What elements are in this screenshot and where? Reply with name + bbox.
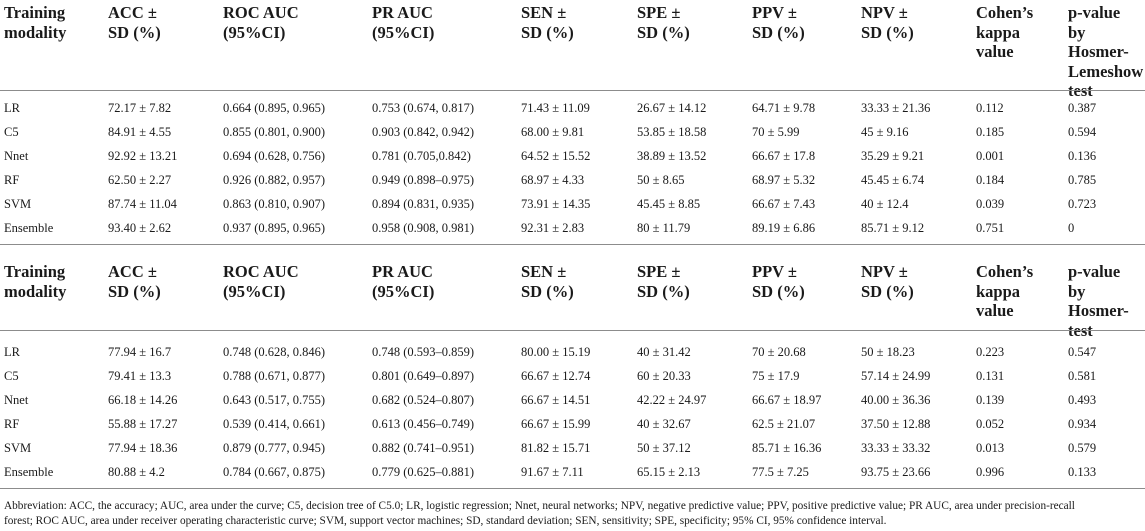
table1-row5-cell: 0.863 (0.810, 0.907) [223,197,326,211]
table2-row5-cell: 85.71 ± 16.36 [752,441,822,455]
table1-row1-cell: 0.664 (0.895, 0.965) [223,101,326,115]
table-row [0,144,1145,168]
table1-row3-cell: 66.67 ± 17.8 [752,149,816,163]
table2-header-ppv: PPV ± SD (%) [752,262,805,301]
table2-row1-cell: 40 ± 31.42 [637,345,691,359]
table2-row1-cell: 70 ± 20.68 [752,345,806,359]
table1-row4-cell: RF [4,173,20,187]
table1-row1-cell: 0.753 (0.674, 0.817) [372,101,475,115]
table2-header-roc-auc: ROC AUC (95%CI) [223,262,299,301]
table1-row5-cell: 0.894 (0.831, 0.935) [372,197,475,211]
table1-row2-cell: 0.594 [1068,125,1097,139]
table2-header-sen: SEN ± SD (%) [521,262,574,301]
table2-header-acc: ACC ± SD (%) [108,262,161,301]
table-row [0,96,1145,120]
footnote-line-2: forest; ROC AUC, area under receiver operating characteristic curve; SVM, support vector machines; SD, standard deviation; SEN, sensitivity; SPE, specificity; 95% CI, 95% confidence interval. [4,515,887,527]
table2-row4-cell: 0.934 [1068,417,1097,431]
table2-row6-cell: 93.75 ± 23.66 [861,465,931,479]
table1-row5-cell: 73.91 ± 14.35 [521,197,591,211]
table1-row4-cell: 0.926 (0.882, 0.957) [223,173,326,187]
table2-row1-cell: 0.748 (0.628, 0.846) [223,345,326,359]
table1-row4-cell: 45.45 ± 6.74 [861,173,925,187]
table2-row3-cell: 0.643 (0.517, 0.755) [223,393,326,407]
table1-row4-cell: 68.97 ± 5.32 [752,173,816,187]
table2-row2-cell: 66.67 ± 12.74 [521,369,591,383]
table2-bottom-rule [0,488,1145,489]
table2-row4-cell: RF [4,417,20,431]
table1-row2-cell: 0.903 (0.842, 0.942) [372,125,475,139]
table2-row4-cell: 66.67 ± 15.99 [521,417,591,431]
table1-row3-cell: 92.92 ± 13.21 [108,149,178,163]
table1-row1-cell: 0.112 [976,101,1004,115]
table-row [0,388,1145,412]
table1-header-spe: SPE ± SD (%) [637,3,690,42]
table1-header-row [0,3,1145,103]
table2-row4-cell: 62.5 ± 21.07 [752,417,816,431]
table2-row5-cell: 33.33 ± 33.32 [861,441,931,455]
table2-row5-cell: SVM [4,441,32,455]
table1-row6-cell: 92.31 ± 2.83 [521,221,585,235]
table1-row5-cell: 87.74 ± 11.04 [108,197,177,211]
table1-row2-cell: 53.85 ± 18.58 [637,125,707,139]
table1-header-kappa: Cohen’s kappa value [976,3,1034,61]
table-row [0,216,1145,240]
table-row [0,168,1145,192]
table2-row1-cell: 80.00 ± 15.19 [521,345,591,359]
table-row [0,436,1145,460]
table2-row5-cell: 77.94 ± 18.36 [108,441,178,455]
table1-row6-cell: 0.958 (0.908, 0.981) [372,221,475,235]
table2-row2-cell: 0.788 (0.671, 0.877) [223,369,326,383]
table-row [0,460,1145,484]
table1-row6-cell: 80 ± 11.79 [637,221,691,235]
table2-row2-cell: 75 ± 17.9 [752,369,800,383]
table2-header-rule [0,330,1145,331]
table1-row3-cell: 64.52 ± 15.52 [521,149,591,163]
table1-header-acc: ACC ± SD (%) [108,3,161,42]
table2-row4-cell: 0.539 (0.414, 0.661) [223,417,326,431]
table2-row1-cell: LR [4,345,20,359]
table2-row3-cell: 66.67 ± 18.97 [752,393,822,407]
table1-row6-cell: 0.751 [976,221,1005,235]
table1-row1-cell: 0.387 [1068,101,1097,115]
table1-row1-cell: 33.33 ± 21.36 [861,101,931,115]
table1-row2-cell: 0.855 (0.801, 0.900) [223,125,326,139]
table1-row5-cell: 0.723 [1068,197,1097,211]
table1-row6-cell: 85.71 ± 9.12 [861,221,925,235]
table2-header-spe: SPE ± SD (%) [637,262,690,301]
table2-row6-cell: Ensemble [4,465,54,479]
table1-row3-cell: 35.29 ± 9.21 [861,149,925,163]
table2-row5-cell: 81.82 ± 15.71 [521,441,591,455]
table1-row2-cell: 45 ± 9.16 [861,125,909,139]
table2-row3-cell: 0.139 [976,393,1005,407]
table1-row5-cell: 45.45 ± 8.85 [637,197,701,211]
table1-header-roc-auc: ROC AUC (95%CI) [223,3,299,42]
table2-row3-cell: 0.493 [1068,393,1097,407]
table1-row6-cell: 93.40 ± 2.62 [108,221,172,235]
table1-row4-cell: 0.184 [976,173,1005,187]
table2-row6-cell: 0.996 [976,465,1005,479]
table2-row5-cell: 0.579 [1068,441,1097,455]
table1-row1-cell: 72.17 ± 7.82 [108,101,172,115]
table1-row4-cell: 0.949 (0.898–0.975) [372,173,475,187]
table2-row3-cell: 40.00 ± 36.36 [861,393,931,407]
table1-row5-cell: 66.67 ± 7.43 [752,197,816,211]
table1-row6-cell: 0.937 (0.895, 0.965) [223,221,326,235]
table-row [0,192,1145,216]
table1-header-npv: NPV ± SD (%) [861,3,914,42]
table1-row5-cell: SVM [4,197,32,211]
table2-row1-cell: 0.748 (0.593–0.859) [372,345,475,359]
table1-row3-cell: 38.89 ± 13.52 [637,149,707,163]
table2-row2-cell: 0.801 (0.649–0.897) [372,369,475,383]
table-row [0,412,1145,436]
table2-row3-cell: 66.18 ± 14.26 [108,393,178,407]
table1-row3-cell: Nnet [4,149,29,163]
footnote-line-1: Abbreviation: ACC, the accuracy; AUC, area under the curve; C5, decision tree of C5.0; LR, logistic regression; Nnet, neural networks; NPV, negative predictive value; PPV, positive predictive value; PR AUC, area under precision-recall [4,500,1075,512]
table1-row5-cell: 0.039 [976,197,1005,211]
table2-header-pr-auc: PR AUC (95%CI) [372,262,435,301]
table2-row4-cell: 0.052 [976,417,1005,431]
table1-row1-cell: LR [4,101,20,115]
table2-row4-cell: 55.88 ± 17.27 [108,417,178,431]
table1-row6-cell: 89.19 ± 6.86 [752,221,816,235]
table1-row2-cell: 0.185 [976,125,1005,139]
table2-row5-cell: 0.882 (0.741–0.951) [372,441,475,455]
table1-row4-cell: 50 ± 8.65 [637,173,685,187]
table2-row5-cell: 0.879 (0.777, 0.945) [223,441,326,455]
table2-row3-cell: 42.22 ± 24.97 [637,393,707,407]
table1-row2-cell: 68.00 ± 9.81 [521,125,585,139]
table1-row3-cell: 0.136 [1068,149,1097,163]
abbreviation-footnote [4,499,1139,529]
table2-row6-cell: 77.5 ± 7.25 [752,465,809,479]
table1-row3-cell: 0.001 [976,149,1005,163]
table1-row2-cell: C5 [4,125,19,139]
table-row [0,364,1145,388]
table1-header-p-value: p-value by Hosmer- Lemeshow test [1068,3,1144,100]
table1-header-sen: SEN ± SD (%) [521,3,574,42]
table1-row3-cell: 0.781 (0.705,0.842) [372,149,471,163]
table2-row6-cell: 65.15 ± 2.13 [637,465,701,479]
table1-row2-cell: 84.91 ± 4.55 [108,125,172,139]
table2-row6-cell: 0.133 [1068,465,1097,479]
table2-header-npv: NPV ± SD (%) [861,262,914,301]
table1-row1-cell: 64.71 ± 9.78 [752,101,816,115]
table2-row1-cell: 0.223 [976,345,1005,359]
table2-header-p-value: p-value by Hosmer- test [1068,262,1129,340]
table2-row1-cell: 77.94 ± 16.7 [108,345,172,359]
table2-row2-cell: 79.41 ± 13.3 [108,369,172,383]
table1-header-rule [0,90,1145,91]
table1-row4-cell: 0.785 [1068,173,1097,187]
table-row [0,120,1145,144]
table2-row6-cell: 91.67 ± 7.11 [521,465,584,479]
table1-bottom-rule [0,244,1145,245]
table2-row4-cell: 40 ± 32.67 [637,417,691,431]
table1-header-ppv: PPV ± SD (%) [752,3,805,42]
table2-row1-cell: 0.547 [1068,345,1097,359]
table2-row2-cell: C5 [4,369,19,383]
table1-row5-cell: 40 ± 12.4 [861,197,909,211]
table2-row3-cell: 0.682 (0.524–0.807) [372,393,475,407]
table2-header-kappa: Cohen’s kappa value [976,262,1034,320]
table2-row5-cell: 0.013 [976,441,1005,455]
table2-row6-cell: 0.784 (0.667, 0.875) [223,465,326,479]
table1-header-pr-auc: PR AUC (95%CI) [372,3,435,42]
table1-row6-cell: 0 [1068,221,1075,235]
table2-row2-cell: 60 ± 20.33 [637,369,691,383]
table2-row3-cell: 66.67 ± 14.51 [521,393,591,407]
table1-row2-cell: 70 ± 5.99 [752,125,800,139]
table2-row6-cell: 80.88 ± 4.2 [108,465,165,479]
table2-row6-cell: 0.779 (0.625–0.881) [372,465,475,479]
table-row [0,340,1145,364]
table2-row2-cell: 0.131 [976,369,1005,383]
table1-header-training-modality: Training modality [4,3,67,42]
table1-row1-cell: 26.67 ± 14.12 [637,101,707,115]
table1-row4-cell: 68.97 ± 4.33 [521,173,585,187]
table1-row1-cell: 71.43 ± 11.09 [521,101,590,115]
table2-row1-cell: 50 ± 18.23 [861,345,915,359]
table1-row3-cell: 0.694 (0.628, 0.756) [223,149,326,163]
table2-row5-cell: 50 ± 37.12 [637,441,691,455]
table2-row4-cell: 37.50 ± 12.88 [861,417,931,431]
table2-row2-cell: 0.581 [1068,369,1097,383]
table2-row4-cell: 0.613 (0.456–0.749) [372,417,475,431]
table1-row6-cell: Ensemble [4,221,54,235]
table1-row4-cell: 62.50 ± 2.27 [108,173,172,187]
table2-row2-cell: 57.14 ± 24.99 [861,369,931,383]
table2-row3-cell: Nnet [4,393,29,407]
table2-header-training-modality: Training modality [4,262,67,301]
